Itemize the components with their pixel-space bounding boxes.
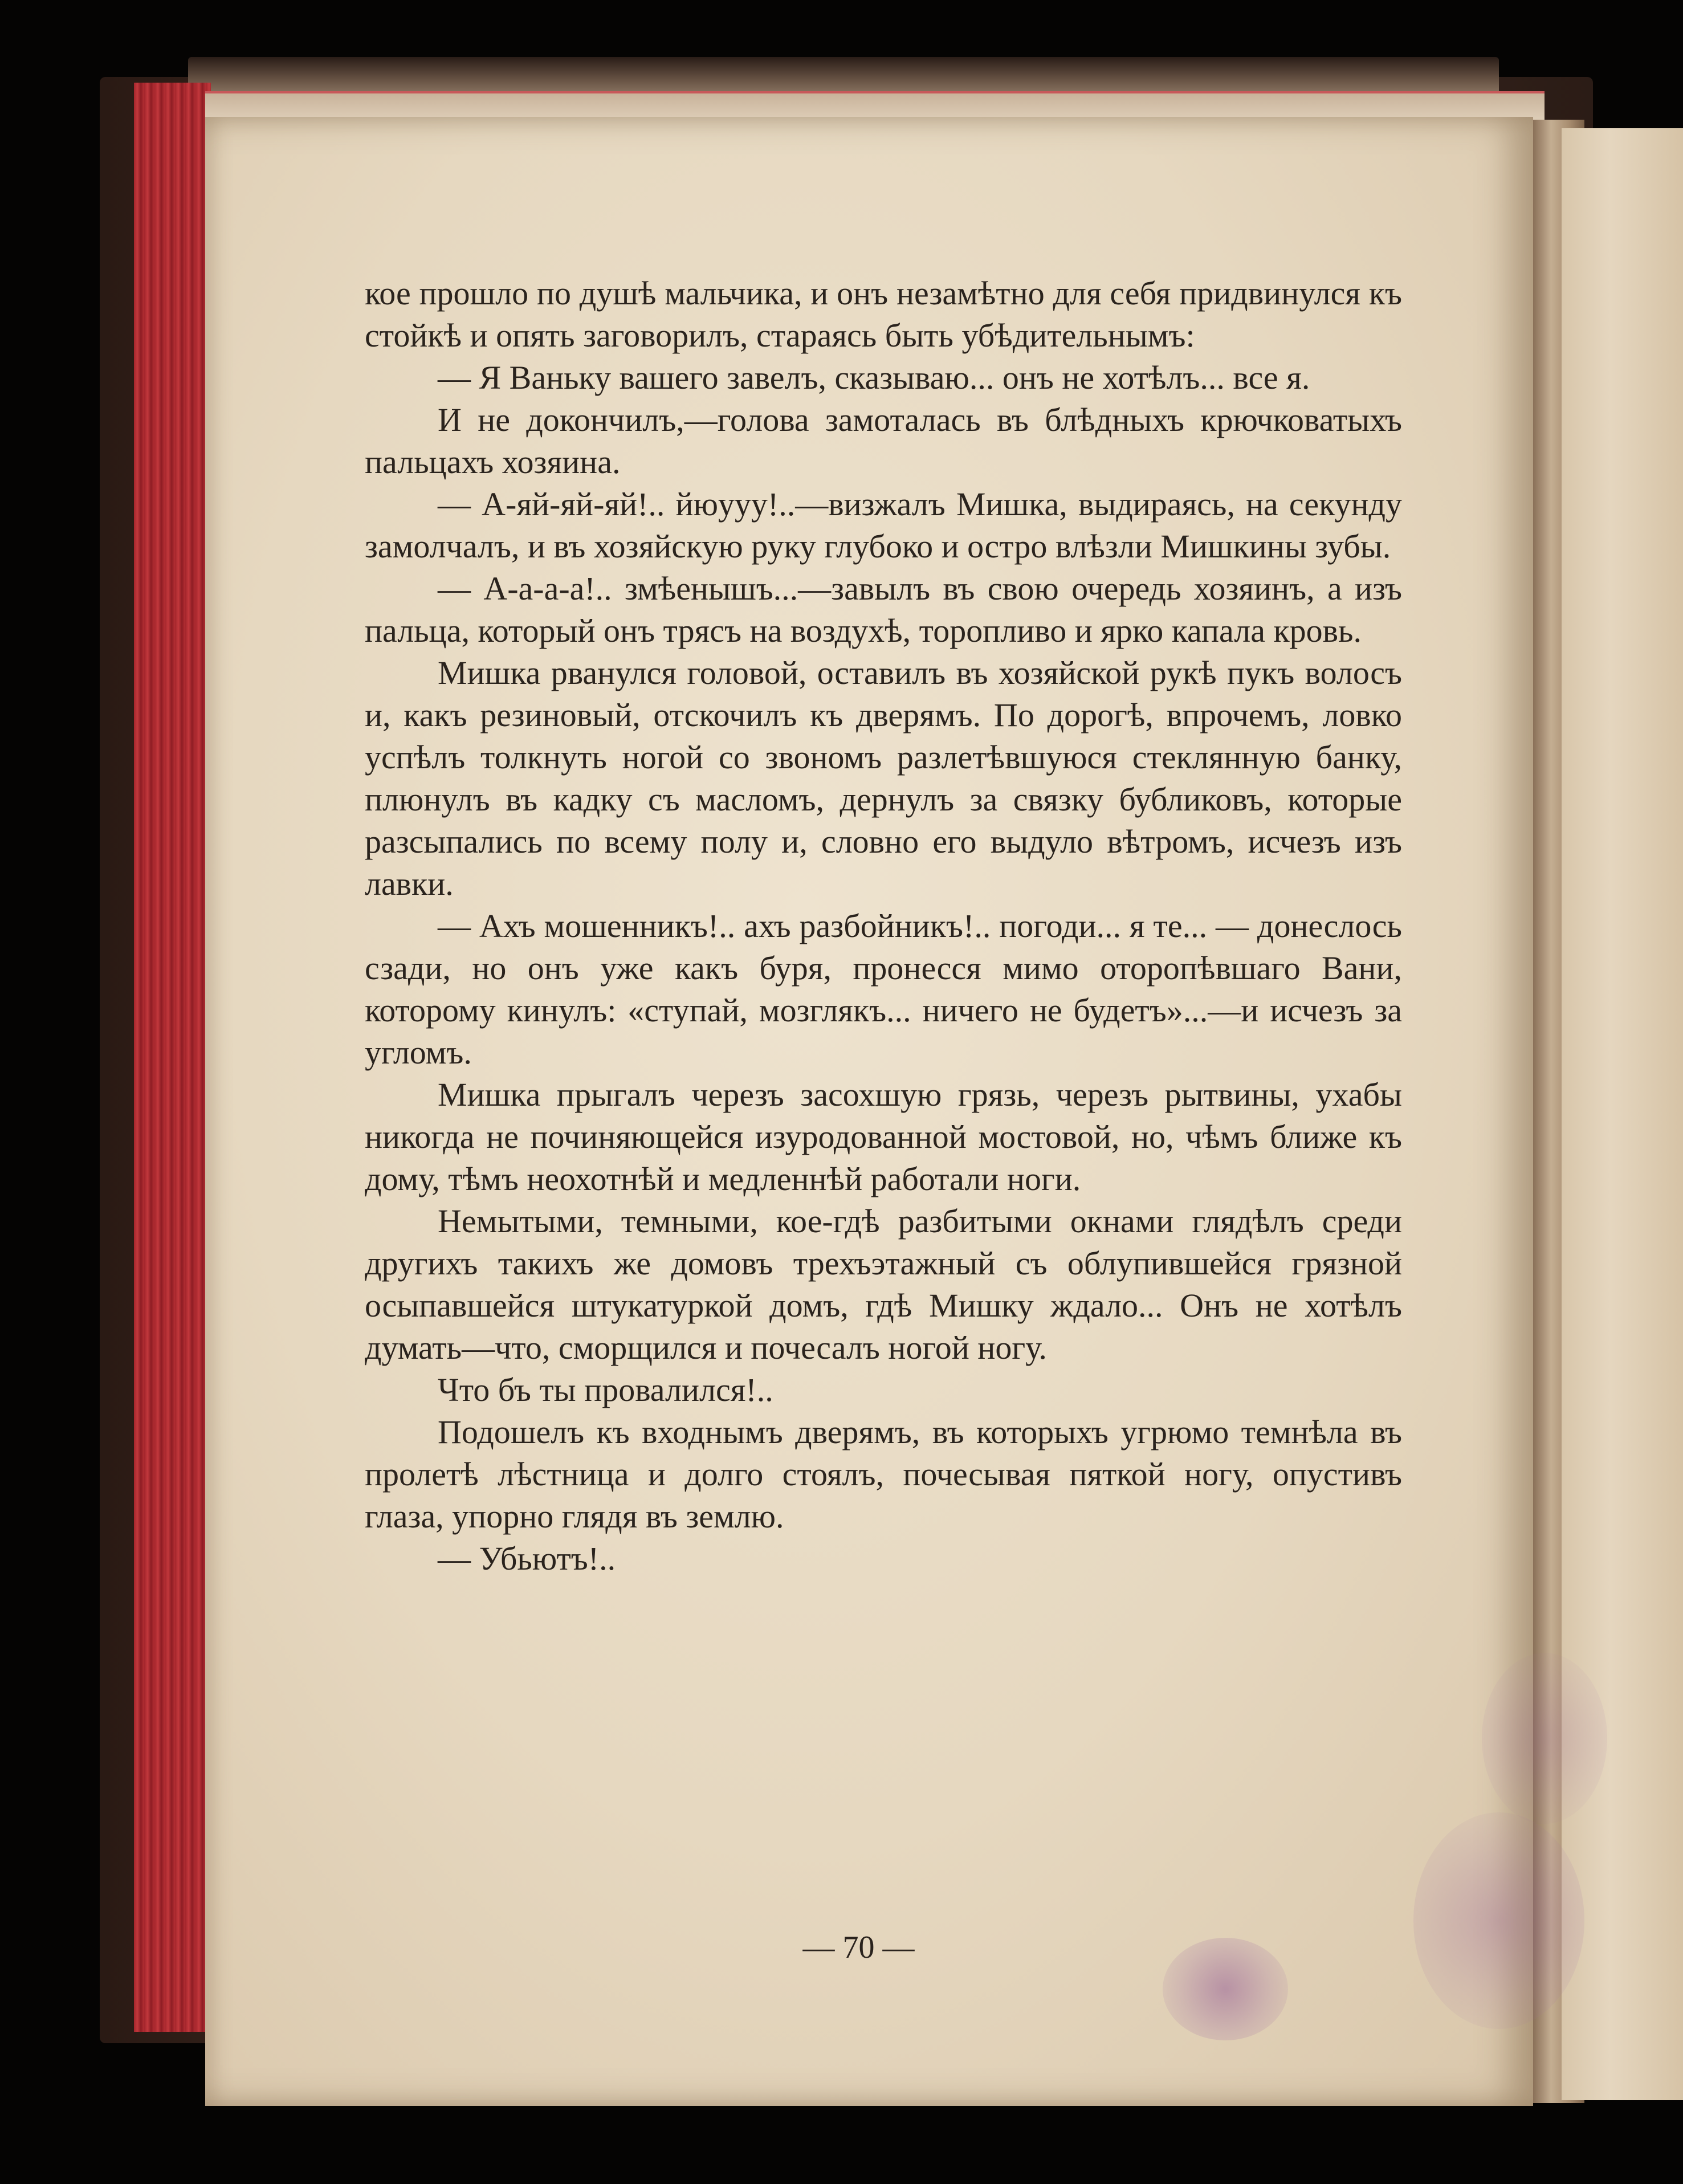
paragraph: — Я Ваньку вашего завелъ, сказываю... онъ не хотѣлъ... все я.	[438, 359, 1310, 396]
ink-stain	[1413, 1812, 1584, 2029]
paragraph: Мишка прыгалъ черезъ засохшую грязь, черезъ рытвины, ухабы никогда не починяющейся изуродованной мостовой, но, чѣмъ ближе къ дому, тѣмъ неохотнѣй и медленнѣй работали ноги.	[365, 1076, 1402, 1197]
ink-stain	[1482, 1653, 1607, 1824]
paragraph: Что бъ ты провалился!..	[438, 1371, 773, 1408]
paragraph: — А-а-а-а!.. змѣенышъ...—завылъ въ свою очередь хозяинъ, а изъ пальца, который онъ трясъ на воздухѣ, торопливо и ярко капала кровь.	[365, 570, 1402, 649]
paragraph: Мишка рванулся головой, оставилъ въ хозяйской рукѣ пукъ волосъ и, какъ резиновый, отскочилъ къ дверямъ. По дорогѣ, впрочемъ, ловко успѣлъ толкнуть ногой со звономъ разлетѣвшуюся стеклянную банку, плюнулъ въ кадку съ масломъ, дернулъ за связку бубликовъ, которые разсыпались по всему полу и, словно его выдуло вѣтромъ, исчезъ изъ лавки.	[365, 654, 1402, 902]
paragraph: кое прошло по душѣ мальчика, и онъ незамѣтно для себя придвинулся къ стойкѣ и опять заговорилъ, стараясь быть убѣдительнымъ:	[365, 275, 1402, 354]
paragraph: — Ахъ мошенникъ!.. ахъ разбойникъ!.. погоди... я те... — донеслось сзади, но онъ уже какъ буря, пронесся мимо оторопѣвшаго Вани, которому кинулъ: «ступай, мозглякъ... ничего не будетъ»...—и исчезъ за угломъ.	[365, 907, 1402, 1071]
paragraph: — Убьютъ!..	[438, 1540, 616, 1577]
paragraph: Подошелъ къ входнымъ дверямъ, въ которыхъ угрюмо темнѣла въ пролетѣ лѣстница и долго стоялъ, почесывая пяткой ногу, опустивъ глаза, упорно глядя въ землю.	[365, 1413, 1402, 1535]
page-text	[365, 272, 1402, 1580]
page-number: — 70 —	[802, 1930, 915, 1965]
paragraph: Немытыми, темными, кое-гдѣ разбитыми окнами глядѣлъ среди другихъ такихъ же домовъ трехъэтажный съ облупившейся грязной осыпавшейся штукатуркой домъ, гдѣ Мишку ждало... Онъ не хотѣлъ думать—что, сморщился и почесалъ ногой ногу.	[365, 1203, 1402, 1366]
red-page-edges	[134, 83, 211, 2032]
paragraph: И не докончилъ,—голова замоталась въ блѣдныхъ крючковатыхъ пальцахъ хозяина.	[365, 401, 1402, 480]
paragraph: — А-яй-яй-яй!.. йюууу!..—визжалъ Мишка, выдираясь, на секунду замолчалъ, и въ хозяйскую руку глубоко и остро влѣзли Мишкины зубы.	[365, 486, 1402, 565]
